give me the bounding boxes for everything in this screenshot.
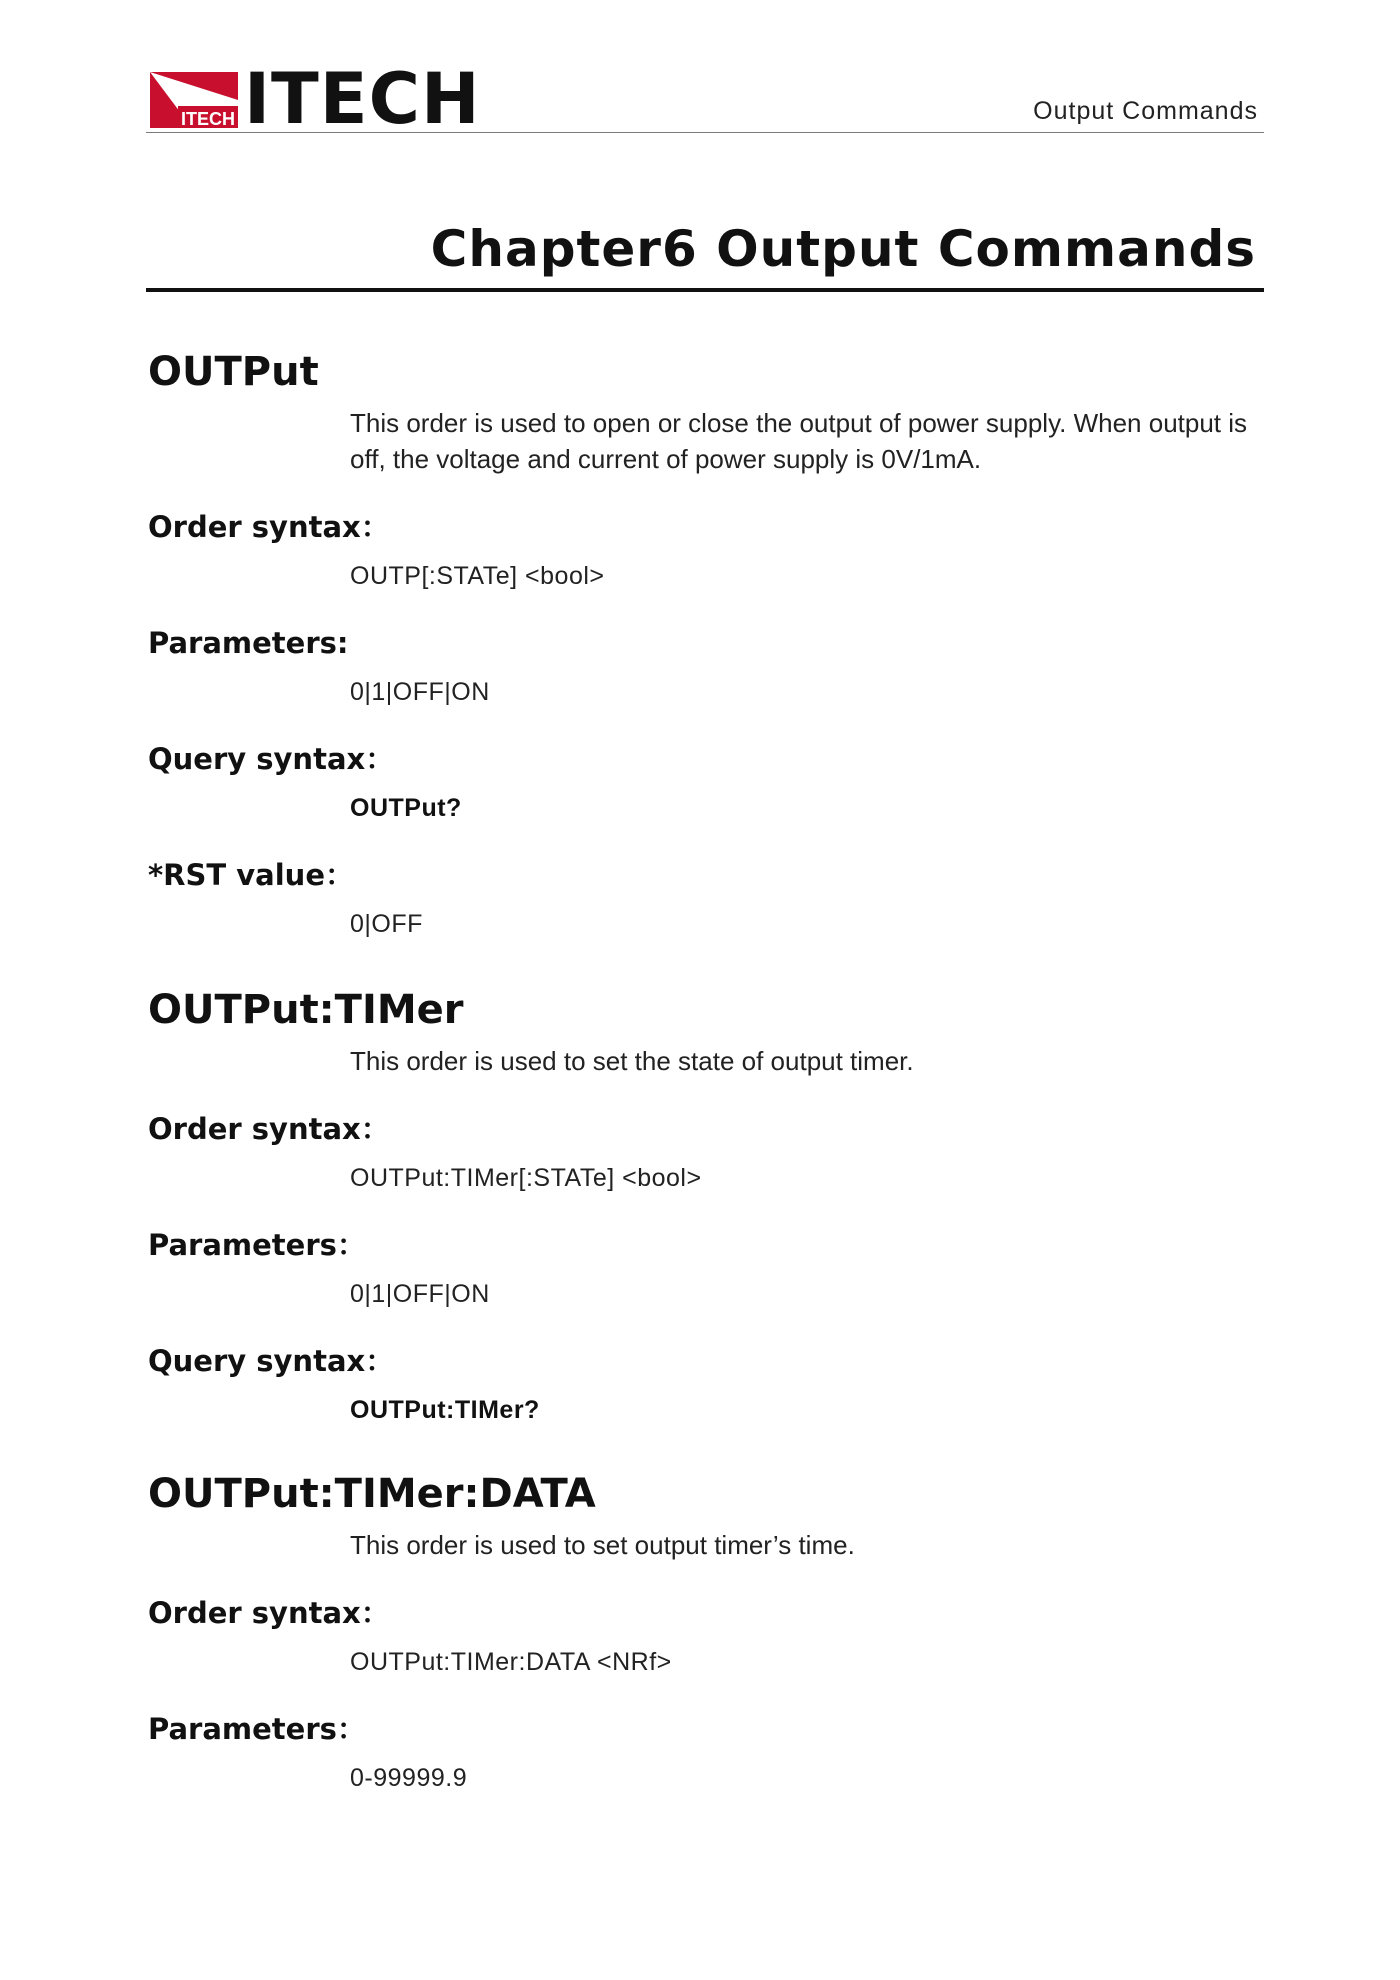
- rst-value-field: [148, 855, 1260, 941]
- order-syntax-field: [148, 1109, 1260, 1195]
- query-syntax-value: OUTPut?: [350, 794, 462, 822]
- query-syntax-label: Query syntax：: [148, 1344, 395, 1378]
- command-description: This order is used to set output timer’s time.: [350, 1530, 855, 1560]
- parameters-value: 0-99999.9: [350, 1764, 468, 1792]
- itech-logo-mark-icon: [150, 72, 238, 128]
- command-section-output: [148, 345, 1260, 941]
- order-syntax-label: Order syntax：: [148, 510, 390, 544]
- order-syntax-field: [148, 1593, 1260, 1679]
- chapter-title: Chapter6 Output Commands: [430, 220, 1256, 278]
- command-title: OUTPut: [148, 349, 319, 395]
- document-body: [148, 345, 1260, 1795]
- order-syntax-label: Order syntax：: [148, 1112, 390, 1146]
- order-syntax-field: [148, 507, 1260, 593]
- command-section-output-timer: [148, 983, 1260, 1427]
- itech-logo: [150, 58, 481, 140]
- parameters-field: [148, 623, 1260, 709]
- parameters-value: 0|1|OFF|ON: [350, 678, 490, 706]
- order-syntax-label: Order syntax：: [148, 1596, 390, 1630]
- order-syntax-value: OUTPut:TIMer:DATA <NRf>: [350, 1648, 672, 1676]
- query-syntax-field: [148, 739, 1260, 825]
- parameters-field: [148, 1225, 1260, 1311]
- running-title: Output Commands: [1033, 97, 1258, 125]
- parameters-value: 0|1|OFF|ON: [350, 1280, 490, 1308]
- rst-value: 0|OFF: [350, 910, 423, 938]
- command-title: OUTPut:TIMer:DATA: [148, 1471, 596, 1517]
- command-section-output-timer-data: [148, 1467, 1260, 1795]
- query-syntax-label: Query syntax：: [148, 742, 395, 776]
- command-description: This order is used to open or close the output of power supply. When output is off, the voltage and current of power supply is 0V/1mA.: [350, 408, 1248, 474]
- query-syntax-field: [148, 1341, 1260, 1427]
- parameters-label: Parameters：: [148, 1228, 366, 1262]
- parameters-label: Parameters：: [148, 1712, 366, 1746]
- command-description: This order is used to set the state of output timer.: [350, 1046, 914, 1076]
- query-syntax-value: OUTPut:TIMer?: [350, 1396, 540, 1424]
- logo-mark-text: ITECH: [181, 109, 235, 128]
- chapter-heading: [146, 214, 1264, 292]
- parameters-label: Parameters:: [148, 626, 349, 660]
- parameters-field: [148, 1709, 1260, 1795]
- page-header: [146, 58, 1264, 140]
- command-title: OUTPut:TIMer: [148, 987, 464, 1033]
- rst-value-label: *RST value：: [148, 858, 354, 892]
- order-syntax-value: OUTP[:STATe] <bool>: [350, 562, 605, 590]
- logo-wordmark: ITECH: [244, 58, 481, 140]
- order-syntax-value: OUTPut:TIMer[:STATe] <bool>: [350, 1164, 702, 1192]
